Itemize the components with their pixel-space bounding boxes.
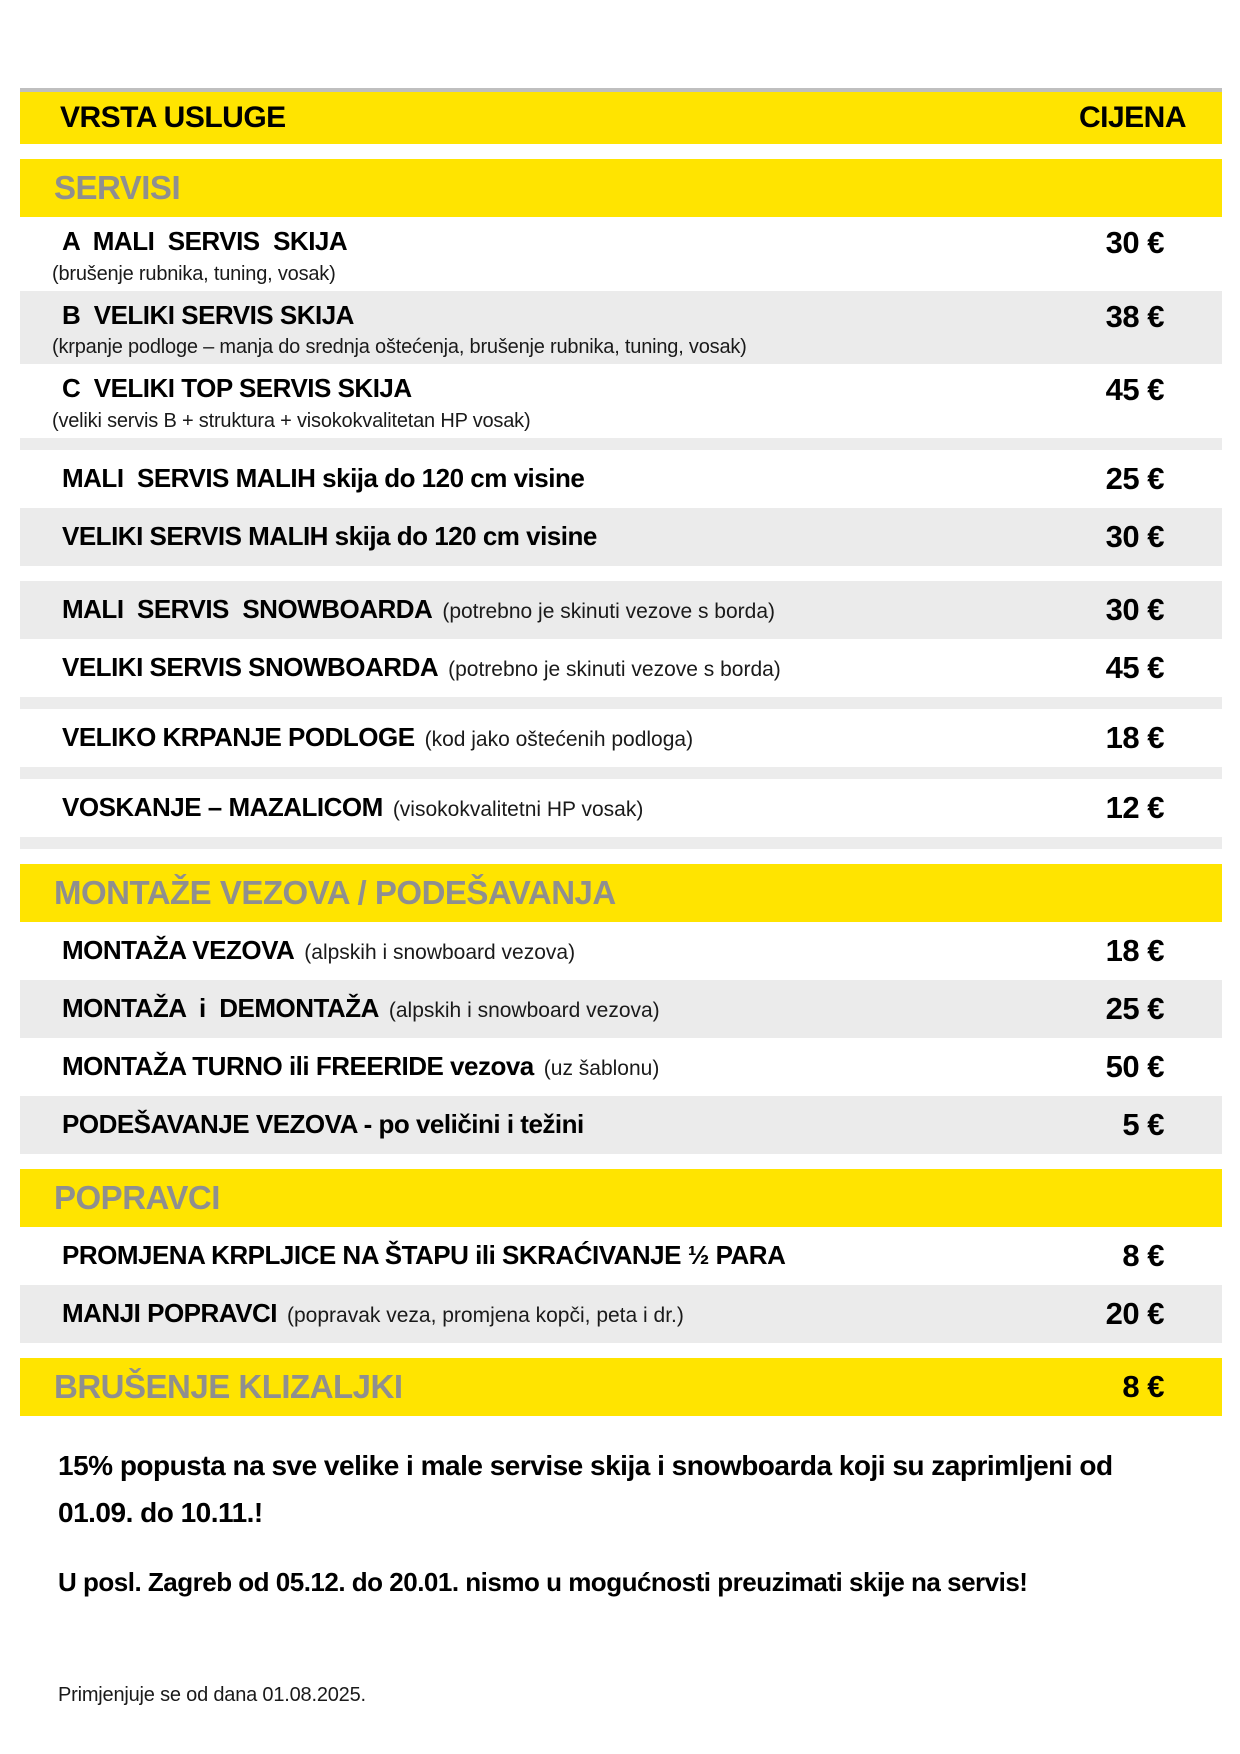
price-row [20,922,1222,980]
service-cell [50,1239,1032,1272]
service-inline-note: (visokokvalitetni HP vosak) [392,798,644,822]
service-description: (veliki servis B + struktura + visokokvalitetan HP vosak) [52,409,531,432]
service-title: MALI SERVIS MALIH skija do 120 cm visine [62,463,585,494]
service-cell [50,934,1032,967]
section-header [20,1358,1222,1416]
service-cell [50,651,1032,684]
service-price: 8 € [1122,1368,1164,1404]
service-title-line [50,1239,1032,1272]
service-price: 45 € [1105,372,1164,407]
price-row [20,581,1222,639]
service-title: C VELIKI TOP SERVIS SKIJA [62,373,412,403]
service-title-line [50,462,1032,495]
section-title: POPRAVCI [54,1178,220,1216]
service-inline-note: (potrebno je skinuti vezove s borda) [442,600,776,624]
service-price: 5 € [1122,1106,1164,1142]
service-price: 50 € [1105,1048,1164,1084]
service-title: MANJI POPRAVCI [62,1298,277,1329]
service-cell [50,721,1032,754]
price-row [20,291,1222,365]
service-cell [50,1297,1032,1330]
service-cell [50,791,1032,824]
header-gap [20,144,1222,159]
service-description: (krpanje podloge – manja do srednja oštećenja, brušenje rubnika, tuning, vosak) [52,336,747,358]
service-title: MALI SERVIS SNOWBOARDA [62,594,433,625]
service-price: 18 € [1105,719,1164,755]
row-separator-stripe [20,697,1222,709]
service-inline-note: (alpskih i snowboard vezova) [388,999,660,1023]
effective-date-note: Primjenjuje se od dana 01.08.2025. [58,1683,366,1706]
service-price: 30 € [1105,591,1164,627]
row-gap [20,1343,1222,1358]
row-separator-stripe [20,767,1222,779]
price-rows [20,159,1222,1416]
row-gap [20,849,1222,864]
row-gap [20,1154,1222,1169]
service-title-line [50,721,1032,754]
service-cell [50,593,1032,626]
section-title: MONTAŽE VEZOVA / PODEŠAVANJA [54,873,616,911]
service-inline-note: (popravak veza, promjena kopči, peta i dr.) [287,1304,684,1328]
service-cell [50,299,1032,361]
price-row [20,508,1222,566]
service-title: B VELIKI SERVIS SKIJA [62,299,354,330]
price-row [20,1096,1222,1154]
discount-note: 15% popusta na sve velike i male servise skija i snowboarda koji su zaprimljeni od 01.09. do 10.11.! [58,1449,1113,1529]
service-title: PROMJENA KRPLJICE NA ŠTAPU ili SKRAĆIVANJE ½ PARA [62,1240,786,1271]
service-title: A MALI SERVIS SKIJA [62,226,348,256]
price-row [20,1038,1222,1096]
service-title-line [50,651,1032,684]
price-row [20,1285,1222,1343]
price-row [20,980,1222,1038]
price-row [20,709,1222,767]
service-title-line [50,225,1032,258]
section-header [20,864,1222,922]
service-title: MONTAŽA i DEMONTAŽA [62,993,379,1024]
service-price: 25 € [1105,990,1164,1026]
service-description: (brušenje rubnika, tuning, vosak) [52,262,336,285]
price-row [20,1227,1222,1285]
service-price: 20 € [1105,1295,1164,1331]
service-title-line [50,372,1032,405]
zagreb-pickup-note: U posl. Zagreb od 05.12. do 20.01. nismo u mogućnosti preuzimati skije na servis! [58,1566,1028,1597]
service-cell [50,225,1032,287]
service-inline-note: (potrebno je skinuti vezove s borda) [448,658,781,682]
row-gap [20,566,1222,581]
service-price: 12 € [1105,789,1164,825]
service-inline-note: (alpskih i snowboard vezova) [304,941,576,965]
service-title-line [50,1050,1032,1083]
service-title: VELIKI SERVIS MALIH skija do 120 cm visine [62,521,597,552]
price-row [20,364,1222,438]
service-cell [50,1108,1032,1141]
row-separator-stripe [20,438,1222,450]
service-inline-note: (kod jako oštećenih podloga) [424,728,694,752]
row-separator-stripe [20,837,1222,849]
price-row [20,450,1222,508]
price-row [20,639,1222,697]
service-title: VOSKANJE – MAZALICOM [62,792,383,823]
service-title-line [50,992,1032,1025]
service-title: MONTAŽA VEZOVA [62,935,295,966]
service-column-header: VRSTA USLUGE [60,101,286,134]
service-cell [50,992,1032,1025]
service-inline-note: (uz šablonu) [543,1057,660,1081]
service-title-line [50,791,1032,824]
service-cell [50,1050,1032,1083]
service-title-line [50,1297,1032,1330]
service-title: VELIKO KRPANJE PODLOGE [62,722,415,753]
service-title-line [50,1108,1032,1141]
service-title-line [50,299,1032,332]
section-title: BRUŠENJE KLIZALJKI [54,1367,403,1405]
service-price: 25 € [1105,460,1164,496]
table-header [20,88,1222,144]
service-title-line [50,593,1032,626]
service-price: 18 € [1105,932,1164,968]
section-header [20,159,1222,217]
service-cell [50,372,1032,434]
service-title: MONTAŽA TURNO ili FREERIDE vezova [62,1051,534,1082]
service-price: 38 € [1105,298,1164,334]
service-price: 45 € [1105,649,1164,685]
service-price: 30 € [1105,518,1164,554]
service-cell [50,462,1032,495]
service-title-line [50,934,1032,967]
price-column-header: CIJENA [1078,101,1186,134]
service-price: 30 € [1105,225,1164,260]
price-row [20,779,1222,837]
price-row [20,217,1222,291]
service-title: PODEŠAVANJE VEZOVA - po veličini i težini [62,1109,584,1140]
service-price: 8 € [1122,1237,1164,1273]
service-cell [50,520,1032,553]
section-header [20,1169,1222,1227]
service-title-line [50,520,1032,553]
section-title: SERVISI [54,169,181,206]
service-title: VELIKI SERVIS SNOWBOARDA [62,652,439,683]
